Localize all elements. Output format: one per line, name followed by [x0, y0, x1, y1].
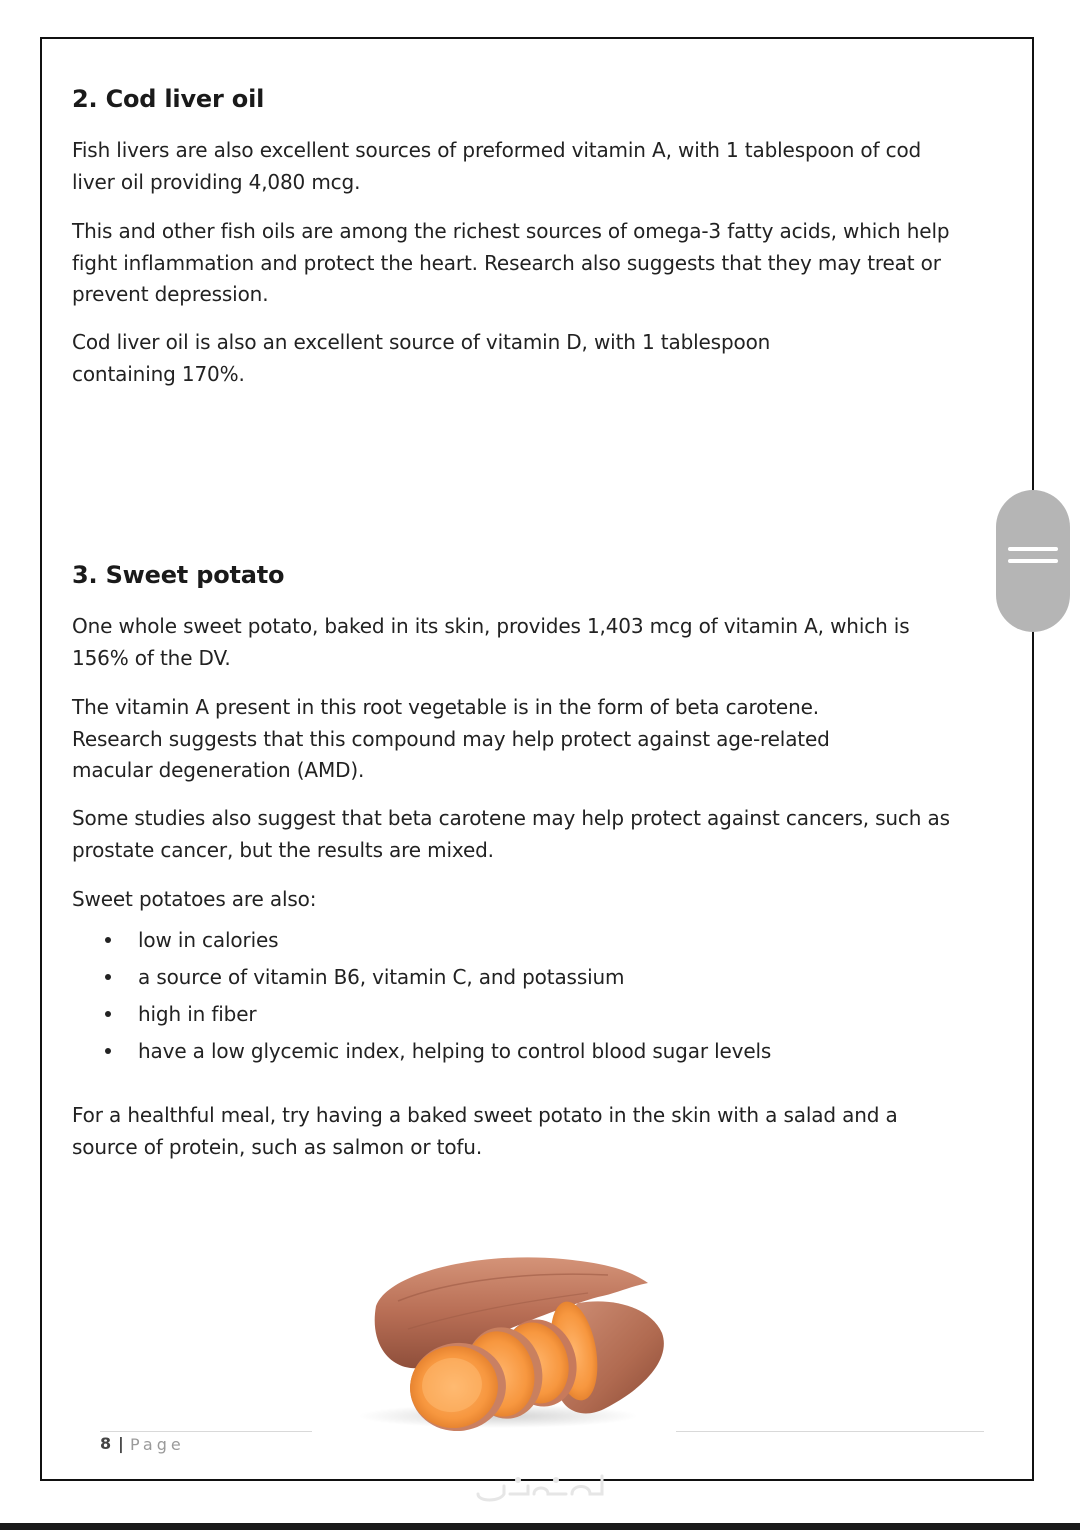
drag-handle-icon[interactable] [996, 490, 1070, 632]
handle-bar-bottom [1008, 559, 1058, 563]
sweet-potato-image [328, 1211, 668, 1431]
bullet-icon [105, 1011, 111, 1017]
footer-divider-right [676, 1431, 984, 1432]
sweet-potato-paragraph-2: The vitamin A present in this root vegetable is in the form of beta carotene. Research suggests that this compound may help protect against age-related macular degeneration (AMD). [72, 695, 830, 782]
bullet-icon [105, 1048, 111, 1054]
cod-liver-oil-paragraph-3: Cod liver oil is also an excellent source of vitamin D, with 1 tablespoon containing 170%. [72, 330, 771, 386]
cod-liver-oil-paragraph-1: Fish livers are also excellent sources of preformed vitamin A, with 1 tablespoon of cod liver oil providing 4,080 mcg. [72, 138, 922, 194]
sweet-potato-paragraph-1: One whole sweet potato, baked in its skin, provides 1,403 mcg of vitamin A, which is 156% of the DV. [72, 614, 910, 670]
bullet-icon [105, 974, 111, 980]
list-item-text: have a low glycemic index, helping to control blood sugar levels [138, 1039, 772, 1063]
page-separator: | [118, 1434, 124, 1453]
sweet-potato-paragraph-3: Some studies also suggest that beta carotene may help protect against cancers, such as prostate cancer, but the results are mixed. [72, 806, 950, 862]
list-item [72, 959, 952, 996]
list-item [72, 1033, 952, 1070]
page-label: Page [130, 1435, 185, 1454]
document-page [40, 37, 1034, 1481]
cod-liver-oil-paragraph-2: This and other fish oils are among the richest sources of omega-3 fatty acids, which help fight inflammation and protect the heart. Research also suggests that they may treat or prevent depression. [72, 219, 950, 306]
list-item-text: a source of vitamin B6, vitamin C, and potassium [138, 965, 625, 989]
sweet-potato-paragraph-4: Sweet potatoes are also: [72, 887, 317, 911]
sweet-potato-benefits-list [72, 922, 952, 1070]
section-title-cod-liver-oil: 2. Cod liver oil [72, 85, 265, 113]
list-item-text: low in calories [138, 928, 279, 952]
list-item [72, 996, 952, 1033]
sweet-potato-paragraph-5: For a healthful meal, try having a baked sweet potato in the skin with a salad and a source of protein, such as salmon or tofu. [72, 1103, 898, 1159]
bottom-edge-bar [0, 1523, 1080, 1530]
handle-bar-top [1008, 547, 1058, 551]
list-item-text: high in fiber [138, 1002, 257, 1026]
footer-divider-left [100, 1431, 312, 1432]
list-item [72, 922, 952, 959]
section-title-sweet-potato: 3. Sweet potato [72, 561, 285, 589]
page-number: 8 [100, 1434, 112, 1453]
khamsat-watermark-icon [470, 1466, 610, 1506]
bullet-icon [105, 937, 111, 943]
